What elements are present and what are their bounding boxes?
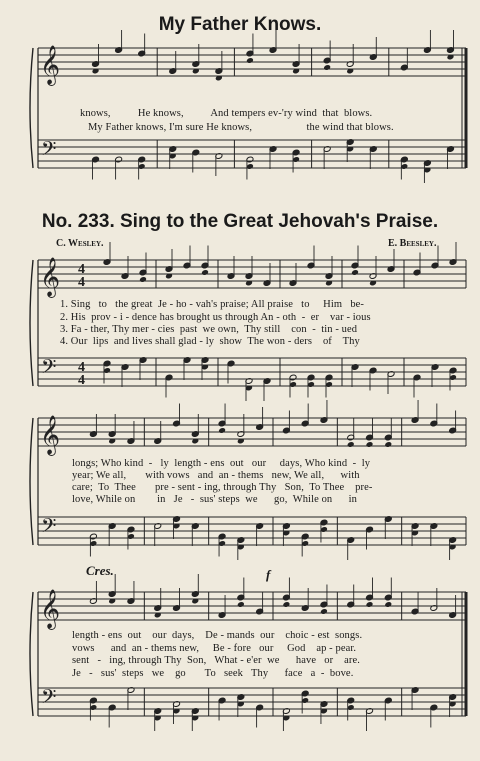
time-signature: 4 — [78, 275, 85, 290]
note-head — [384, 441, 392, 448]
verse-line: 3. Fa - ther, Thy mer - cies past we own, Thy still con - tin - ued — [60, 324, 358, 335]
arranger-credit: E. Beesley. — [388, 238, 437, 249]
note-head — [351, 269, 359, 276]
note-head — [246, 57, 254, 64]
clef: 𝄞 — [40, 257, 61, 297]
time-signature: 4 — [78, 373, 85, 388]
note-head — [323, 64, 331, 71]
verse-line: vows and an - thems new, Be - fore our God ap - pear. — [72, 643, 357, 654]
verse-line: longs; Who kind - ly length - ens out our days, Who kind - ly — [72, 458, 371, 469]
note-head — [366, 601, 374, 608]
previous-hymn-lyric-line: knows, He knows, And tempers ev-'ry wind that blows. — [80, 108, 373, 119]
verse-line: sent - ing, through Thy Son, What - e'er we have or are. — [72, 655, 360, 666]
verse-line: 2. His prov - i - dence has brought us through An - oth - er var - ious — [60, 312, 371, 323]
note-head — [201, 269, 209, 276]
note-head — [320, 608, 328, 615]
note-head — [237, 601, 245, 608]
verse-line: 1. Sing to the great Je - ho - vah's praise; All praise to Him be- — [60, 299, 365, 310]
verse-line: care; To Thee pre - sent - ing, through Thy Son, To Thee pre- — [72, 482, 373, 493]
clef: 𝄢 — [41, 685, 57, 713]
clef: 𝄢 — [41, 514, 57, 542]
verse-line: year; We all, with vows and an - thems new, We all, with — [72, 470, 360, 481]
clef: 𝄢 — [41, 137, 57, 165]
previous-hymn-lyric-line: My Father knows, I'm sure He knows, the wind that blows. — [88, 122, 394, 133]
clef: 𝄢 — [41, 355, 57, 383]
note-head — [218, 427, 226, 434]
time-signature: 4 — [78, 262, 85, 277]
forte-marking: f — [266, 567, 271, 582]
note-head — [366, 441, 374, 448]
system-brace — [30, 592, 33, 716]
note-head — [282, 601, 290, 608]
time-signature: 4 — [78, 360, 85, 375]
composer-credit: C. Wesley. — [56, 238, 104, 249]
verse-line: 4. Our lips and lives shall glad - ly show The won - ders of Thy — [60, 336, 360, 347]
verse-line: Je - sus' steps we go To seek Thy face a - bove. — [72, 668, 354, 679]
previous-hymn-title: My Father Knows. — [158, 14, 322, 35]
verse-line: love, While on in Je - sus' steps we go, While on in — [72, 494, 357, 505]
clef: 𝄞 — [40, 45, 61, 85]
crescendo-marking: Cres. — [86, 563, 114, 578]
verse-line: length - ens out our days, De - mands our choic - est songs. — [72, 630, 363, 641]
system-brace — [30, 418, 33, 545]
clef: 𝄞 — [40, 415, 61, 455]
note-head — [384, 601, 392, 608]
system-brace — [30, 260, 33, 386]
note-head — [347, 441, 355, 448]
clef: 𝄞 — [40, 589, 61, 629]
system-brace — [30, 48, 33, 168]
hymn-title: No. 233. Sing to the Great Jehovah's Praise. — [41, 211, 439, 232]
note-head — [139, 276, 147, 283]
